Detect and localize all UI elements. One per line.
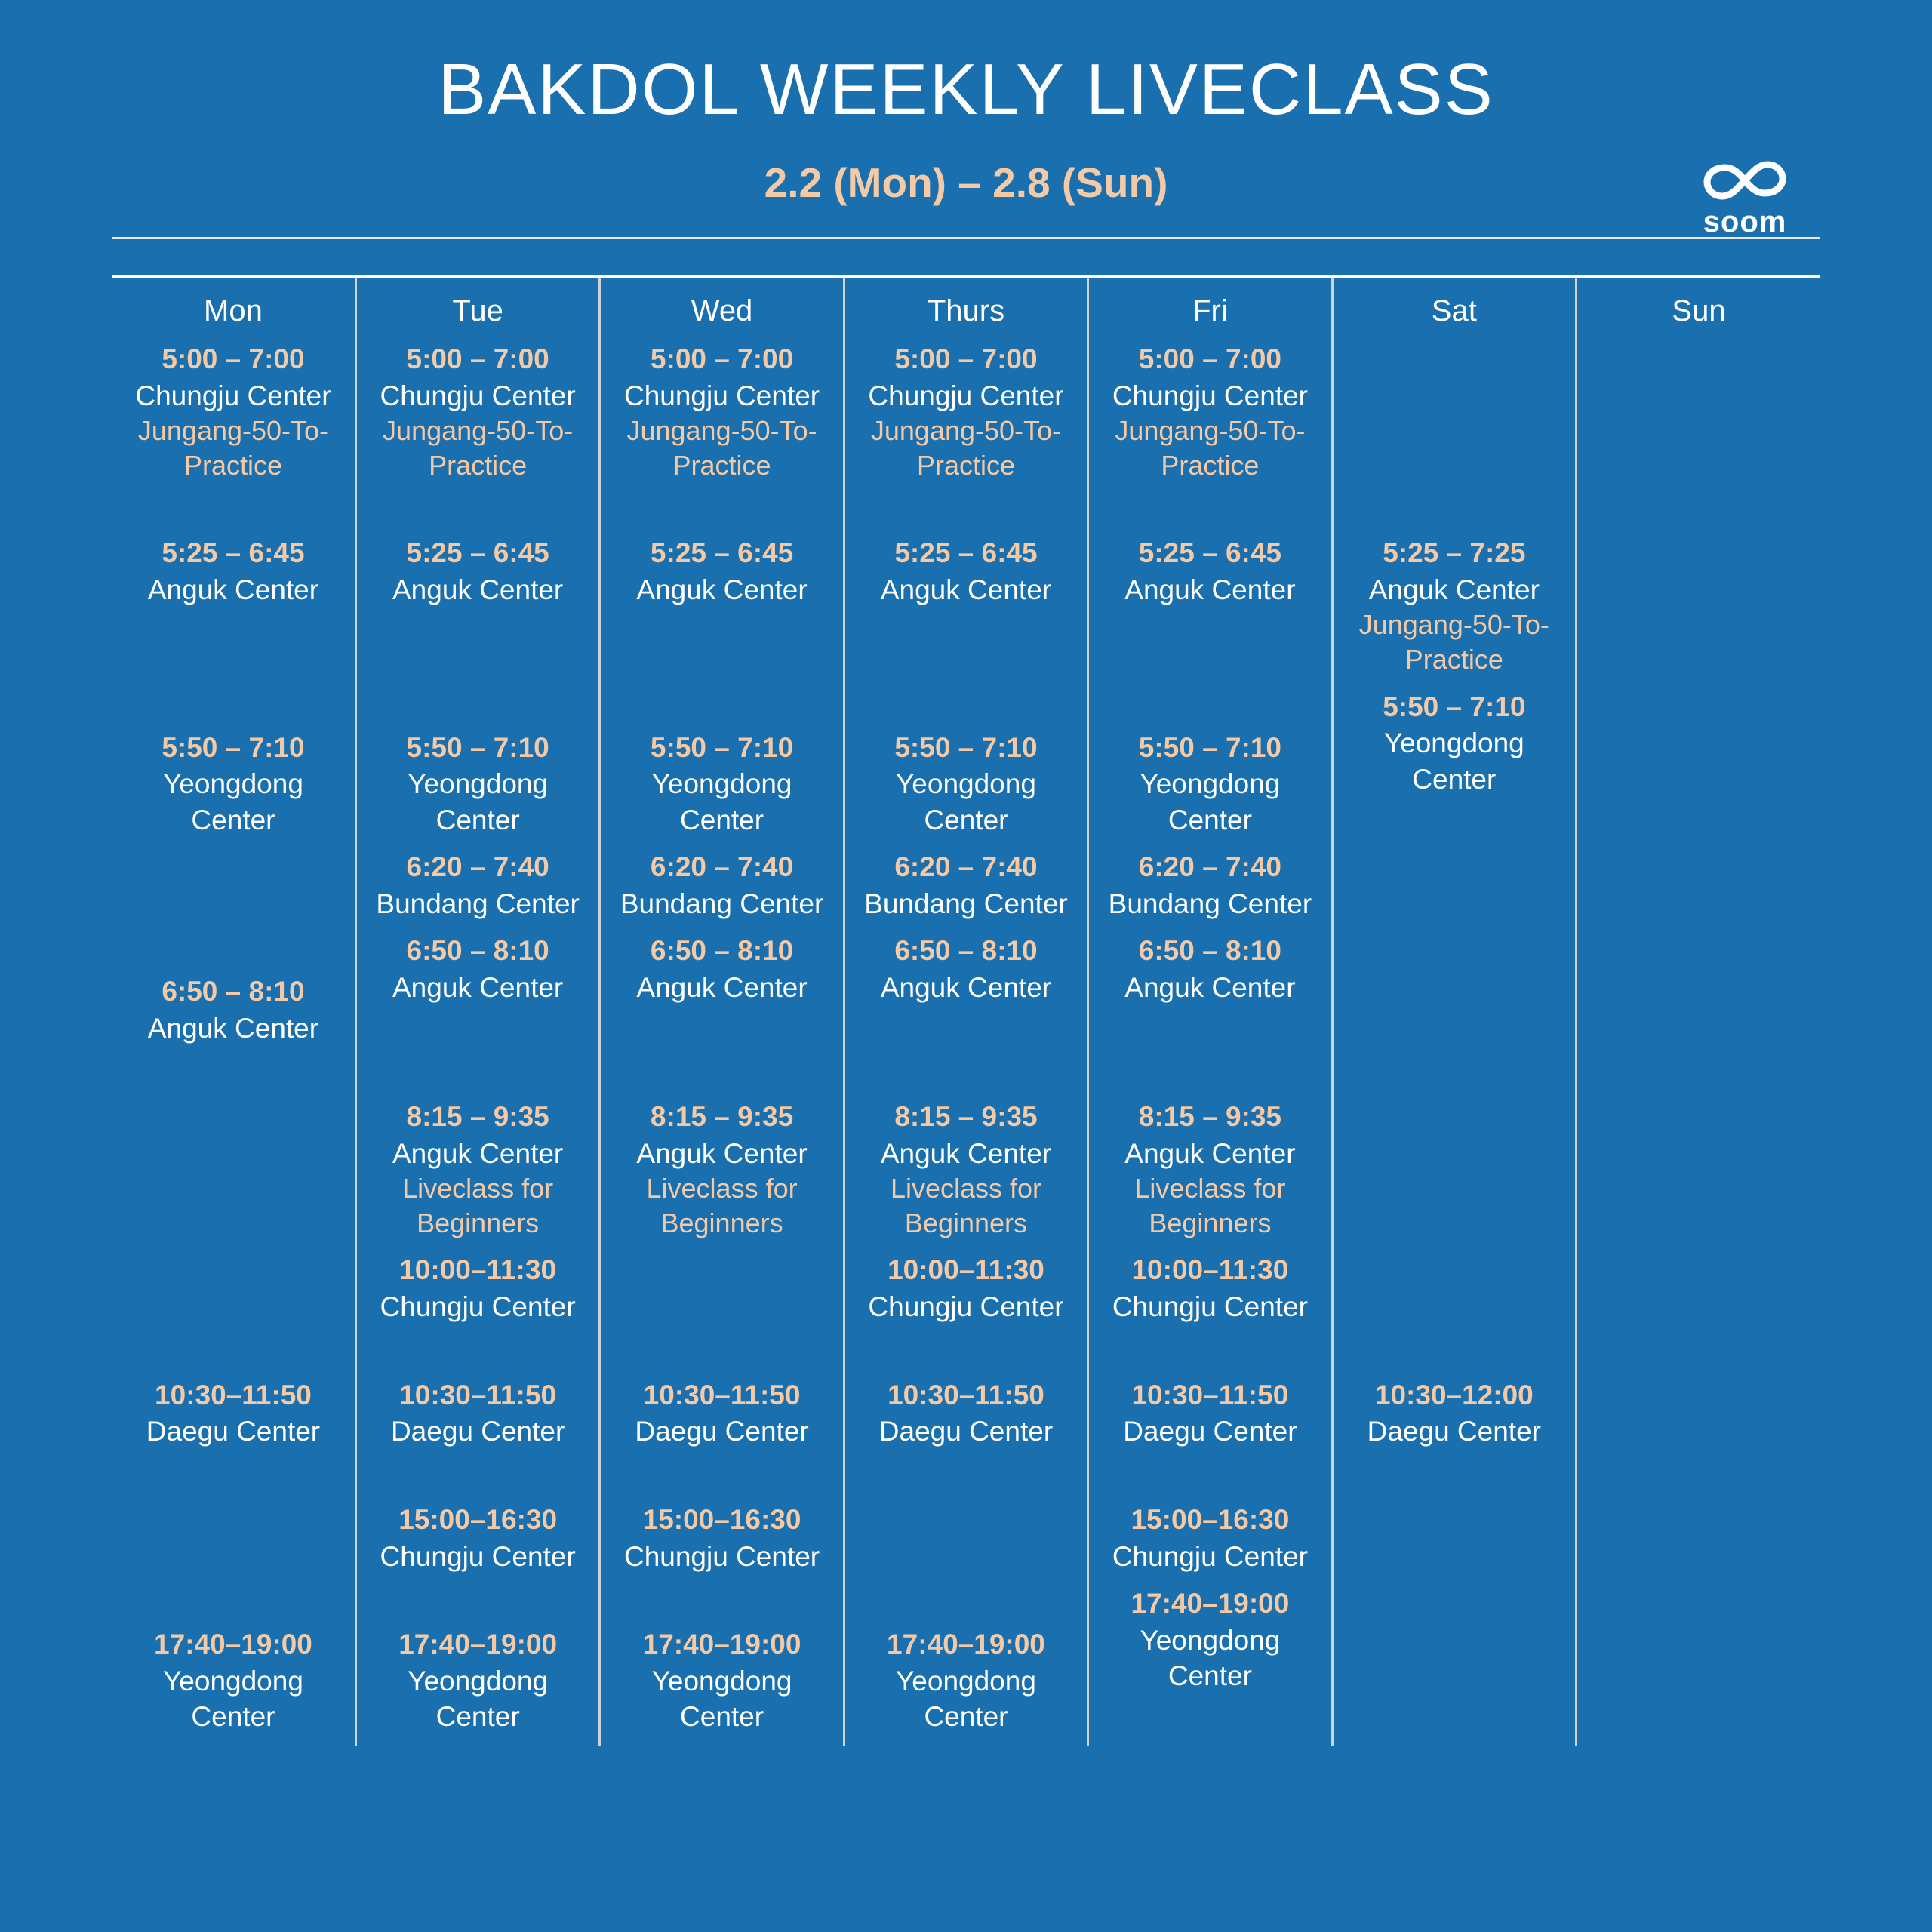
spacer <box>119 932 347 973</box>
cell-sun-5 <box>1577 932 1820 1057</box>
cell-tue-4 <box>355 848 599 932</box>
class-slot <box>608 340 835 483</box>
slot-time: 10:00–11:30 <box>399 1254 557 1286</box>
slot-place: Bundang Center <box>620 888 824 920</box>
slot-time: 5:25 – 6:45 <box>650 537 794 569</box>
slot-place: Yeongdong Center <box>896 1666 1036 1733</box>
slot-place: Anguk Center <box>1124 1137 1296 1169</box>
spacer <box>365 1057 591 1098</box>
class-slot <box>365 1251 591 1324</box>
cell-wed-5 <box>600 932 844 1057</box>
slot-note: Jungang-50-To-Practice <box>137 414 329 481</box>
slot-place: Yeongdong Center <box>408 768 549 835</box>
class-slot <box>608 534 835 608</box>
slot-time: 10:30–11:50 <box>155 1379 312 1411</box>
cell-fri-2 <box>1088 494 1332 688</box>
cell-wed-10 <box>600 1585 844 1746</box>
infinity-cloud-icon <box>1700 157 1790 204</box>
slot-place: Yeongdong Center <box>163 768 303 835</box>
slot-time: 8:15 – 9:35 <box>894 1100 1038 1132</box>
column-header-fri: Fri <box>1088 278 1332 340</box>
class-slot <box>1097 1251 1323 1324</box>
slot-time: 17:40–19:00 <box>1131 1588 1290 1620</box>
slot-place: Anguk Center <box>147 574 319 605</box>
slot-place: Chungju Center <box>623 380 820 411</box>
spacer <box>1097 1336 1323 1377</box>
class-slot <box>853 340 1079 483</box>
cell-tue-2 <box>355 494 599 688</box>
class-slot <box>365 1501 591 1574</box>
slot-time: 6:50 – 8:10 <box>1138 935 1282 967</box>
cell-sat-10 <box>1332 1585 1576 1746</box>
spacer <box>119 1585 347 1626</box>
slot-place: Bundang Center <box>1108 888 1312 920</box>
slot-place: Anguk Center <box>636 1137 808 1169</box>
cell-fri-8 <box>1088 1336 1332 1460</box>
spacer <box>608 1460 835 1501</box>
slot-place: Chungju Center <box>1112 380 1308 411</box>
spacer <box>853 688 1079 729</box>
spacer <box>608 688 835 729</box>
slot-time: 5:50 – 7:10 <box>1383 691 1526 722</box>
class-slot <box>365 534 591 608</box>
cell-wed-6 <box>600 1057 844 1251</box>
slot-time: 8:15 – 9:35 <box>1138 1100 1282 1132</box>
class-slot <box>365 1098 591 1241</box>
cell-fri-10 <box>1088 1585 1332 1746</box>
slot-time: 5:00 – 7:00 <box>406 343 549 374</box>
slot-place: Yeongdong Center <box>408 1666 549 1733</box>
slot-time: 17:40–19:00 <box>642 1629 801 1660</box>
cell-thurs-4 <box>844 848 1088 932</box>
class-slot <box>119 1626 347 1735</box>
slot-time: 5:00 – 7:00 <box>894 343 1038 374</box>
cell-thurs-1 <box>844 340 1088 494</box>
slot-note: Liveclass for Beginners <box>402 1173 554 1239</box>
cell-thurs-10 <box>844 1585 1088 1746</box>
column-header-tue: Tue <box>355 278 599 340</box>
cell-sun-7 <box>1577 1251 1820 1335</box>
table-header-row <box>112 278 1820 340</box>
table-row <box>112 1585 1820 1746</box>
spacer <box>1097 1057 1323 1098</box>
cell-sun-1 <box>1577 340 1820 494</box>
slot-place: Anguk Center <box>1368 574 1540 605</box>
slot-time: 10:00–11:30 <box>1131 1254 1289 1286</box>
class-slot <box>1097 1585 1323 1694</box>
cell-thurs-2 <box>844 494 1088 688</box>
spacer <box>608 1585 835 1626</box>
class-slot <box>119 534 347 608</box>
slot-time: 10:30–11:50 <box>399 1379 557 1411</box>
cell-mon-5 <box>112 932 355 1057</box>
class-slot <box>853 1251 1079 1324</box>
class-slot <box>608 1377 835 1450</box>
slot-time: 15:00–16:30 <box>398 1503 558 1535</box>
table-row <box>112 688 1820 849</box>
slot-time: 5:50 – 7:10 <box>406 731 549 763</box>
slot-place: Chungju Center <box>1112 1291 1308 1323</box>
spacer <box>853 494 1079 534</box>
slot-note: Jungang-50-To-Practice <box>383 414 574 481</box>
slot-place: Chungju Center <box>380 1540 576 1572</box>
spacer <box>853 1336 1079 1377</box>
cell-mon-2 <box>112 494 355 688</box>
spacer <box>1097 1460 1323 1501</box>
spacer <box>1341 494 1567 534</box>
cell-wed-2 <box>600 494 844 688</box>
table-body <box>112 340 1820 1746</box>
spacer <box>119 494 347 534</box>
divider-top <box>112 237 1820 239</box>
table-row <box>112 1057 1820 1251</box>
class-slot <box>119 729 347 838</box>
class-slot <box>365 1377 591 1450</box>
slot-place: Chungju Center <box>623 1540 820 1572</box>
slot-time: 5:25 – 6:45 <box>1138 537 1282 569</box>
slot-note: Jungang-50-To-Practice <box>870 414 1062 481</box>
class-slot <box>1097 1377 1323 1450</box>
slot-place: Anguk Center <box>880 574 1052 605</box>
class-slot <box>119 973 347 1046</box>
spacer <box>608 494 835 534</box>
table-row <box>112 848 1820 932</box>
table-row <box>112 1336 1820 1460</box>
cell-sun-9 <box>1577 1460 1820 1585</box>
slot-place: Bundang Center <box>864 888 1068 920</box>
cell-wed-7 <box>600 1251 844 1335</box>
class-slot <box>365 932 591 1005</box>
class-slot <box>365 848 591 921</box>
date-range: 2.2 (Mon) – 2.8 (Sun) <box>764 158 1168 206</box>
cell-thurs-3 <box>844 688 1088 849</box>
slot-time: 17:40–19:00 <box>154 1629 312 1660</box>
cell-sun-10 <box>1577 1585 1820 1746</box>
class-slot <box>1097 729 1323 838</box>
cell-mon-10 <box>112 1585 355 1746</box>
slot-time: 6:20 – 7:40 <box>1138 851 1282 883</box>
slot-place: Anguk Center <box>392 972 564 1004</box>
slot-place: Chungju Center <box>868 380 1064 411</box>
spacer <box>119 688 347 729</box>
class-slot <box>1097 1501 1323 1574</box>
cell-wed-4 <box>600 848 844 932</box>
slot-place: Anguk Center <box>392 1137 564 1169</box>
spacer <box>1341 1336 1567 1377</box>
slot-place: Anguk Center <box>1124 972 1296 1004</box>
cell-wed-3 <box>600 688 844 849</box>
column-header-sat: Sat <box>1332 278 1576 340</box>
table-row <box>112 494 1820 688</box>
slot-place: Bundang Center <box>376 888 580 920</box>
cell-sun-4 <box>1577 848 1820 932</box>
slot-time: 17:40–19:00 <box>887 1629 1045 1660</box>
slot-time: 5:50 – 7:10 <box>162 731 305 763</box>
class-slot <box>853 1377 1079 1450</box>
slot-place: Yeongdong Center <box>163 1666 303 1733</box>
cell-thurs-5 <box>844 932 1088 1057</box>
class-slot <box>853 932 1079 1005</box>
cell-fri-7 <box>1088 1251 1332 1335</box>
cell-mon-1 <box>112 340 355 494</box>
column-header-mon: Mon <box>204 294 263 328</box>
slot-time: 6:50 – 8:10 <box>650 935 794 967</box>
class-slot <box>608 1098 835 1241</box>
cell-mon-4 <box>112 848 355 932</box>
cell-sat-1 <box>1332 340 1576 494</box>
slot-place: Anguk Center <box>880 1137 1052 1169</box>
page-title: BAKDOL WEEKLY LIVECLASS <box>438 49 1494 130</box>
class-slot <box>1097 534 1323 608</box>
cell-tue-6 <box>355 1057 599 1251</box>
slot-time: 5:00 – 7:00 <box>162 343 305 374</box>
slot-time: 8:15 – 9:35 <box>650 1100 794 1132</box>
spacer <box>365 1585 591 1626</box>
slot-time: 15:00–16:30 <box>1131 1503 1290 1535</box>
slot-time: 6:20 – 7:40 <box>894 851 1038 883</box>
slot-place: Anguk Center <box>880 972 1052 1004</box>
slot-time: 5:25 – 6:45 <box>162 537 305 569</box>
slot-place: Yeongdong Center <box>1140 1625 1281 1692</box>
cell-sat-2 <box>1332 494 1576 688</box>
soom-logo <box>1677 157 1813 239</box>
slot-time: 17:40–19:00 <box>398 1629 558 1660</box>
slot-place: Daegu Center <box>146 1416 321 1447</box>
column-header-sun: Sun <box>1577 278 1820 340</box>
class-slot <box>608 729 835 838</box>
cell-tue-8 <box>355 1336 599 1460</box>
slot-place: Daegu Center <box>1367 1416 1541 1447</box>
slot-time: 8:15 – 9:35 <box>406 1100 549 1132</box>
slot-time: 10:30–11:50 <box>888 1379 1044 1411</box>
slot-place: Chungju Center <box>380 1291 576 1323</box>
class-slot <box>365 340 591 483</box>
table-row <box>112 1460 1820 1585</box>
cell-sat-4 <box>1332 848 1576 932</box>
cell-wed-1 <box>600 340 844 494</box>
cell-thurs-9 <box>844 1460 1088 1585</box>
spacer <box>1097 688 1323 729</box>
spacer <box>853 1585 1079 1626</box>
slot-place: Chungju Center <box>380 380 576 411</box>
cell-sun-2 <box>1577 494 1820 688</box>
slot-note: Liveclass for Beginners <box>1134 1173 1286 1239</box>
spacer <box>853 1057 1079 1098</box>
cell-mon-9 <box>112 1460 355 1585</box>
class-slot <box>853 1098 1079 1241</box>
slot-note: Liveclass for Beginners <box>890 1173 1042 1239</box>
class-slot <box>119 340 347 483</box>
slot-place: Yeongdong Center <box>896 768 1036 835</box>
class-slot <box>853 1626 1079 1735</box>
slot-place: Daegu Center <box>635 1416 809 1447</box>
slot-time: 6:20 – 7:40 <box>406 851 549 883</box>
table-row <box>112 932 1820 1057</box>
cell-fri-6 <box>1088 1057 1332 1251</box>
class-slot <box>608 1626 835 1735</box>
class-slot <box>853 534 1079 608</box>
cell-tue-5 <box>355 932 599 1057</box>
cell-sun-6 <box>1577 1057 1820 1251</box>
spacer <box>608 1057 835 1098</box>
slot-place: Yeongdong Center <box>651 768 792 835</box>
slot-place: Anguk Center <box>636 574 808 605</box>
column-header-wed: Wed <box>600 278 844 340</box>
slot-note: Jungang-50-To-Practice <box>626 414 817 481</box>
spacer <box>1097 494 1323 534</box>
slot-time: 5:25 – 6:45 <box>406 537 549 569</box>
cell-sat-3 <box>1332 688 1576 849</box>
class-slot <box>1097 932 1323 1005</box>
cell-sun-8 <box>1577 1336 1820 1460</box>
cell-fri-1 <box>1088 340 1332 494</box>
slot-place: Anguk Center <box>392 574 564 605</box>
cell-wed-9 <box>600 1460 844 1585</box>
class-slot <box>1341 688 1567 798</box>
schedule-table <box>112 278 1820 1746</box>
slot-place: Yeongdong Center <box>1140 768 1281 835</box>
class-slot <box>1097 1098 1323 1241</box>
table-row <box>112 1251 1820 1335</box>
cell-sun-3 <box>1577 688 1820 849</box>
cell-tue-7 <box>355 1251 599 1335</box>
cell-tue-1 <box>355 340 599 494</box>
class-slot <box>608 932 835 1005</box>
slot-time: 5:00 – 7:00 <box>650 343 794 374</box>
cell-fri-4 <box>1088 848 1332 932</box>
table-row <box>112 340 1820 494</box>
cell-thurs-8 <box>844 1336 1088 1460</box>
slot-place: Chungju Center <box>1112 1540 1308 1572</box>
slot-note: Liveclass for Beginners <box>646 1173 798 1239</box>
column-header-thurs: Thurs <box>844 278 1088 340</box>
slot-time: 5:50 – 7:10 <box>894 731 1038 763</box>
slot-place: Yeongdong Center <box>1383 728 1524 795</box>
slot-time: 6:50 – 8:10 <box>406 935 549 967</box>
cell-tue-3 <box>355 688 599 849</box>
logo-text: soom <box>1703 205 1787 238</box>
slot-time: 10:00–11:30 <box>888 1254 1044 1286</box>
spacer <box>365 688 591 729</box>
cell-wed-8 <box>600 1336 844 1460</box>
class-slot <box>119 1377 347 1450</box>
class-slot <box>1341 1377 1567 1450</box>
slot-time: 5:25 – 7:25 <box>1383 537 1526 569</box>
cell-mon-8 <box>112 1336 355 1460</box>
spacer <box>365 1460 591 1501</box>
cell-mon-6 <box>112 1057 355 1251</box>
slot-place: Anguk Center <box>1124 574 1296 605</box>
cell-thurs-6 <box>844 1057 1088 1251</box>
class-slot <box>853 848 1079 921</box>
cell-fri-5 <box>1088 932 1332 1057</box>
slot-place: Chungju Center <box>868 1291 1064 1323</box>
slot-place: Daegu Center <box>878 1416 1054 1447</box>
cell-tue-10 <box>355 1585 599 1746</box>
cell-sat-6 <box>1332 1057 1576 1251</box>
slot-time: 5:50 – 7:10 <box>650 731 794 763</box>
slot-place: Anguk Center <box>636 972 808 1004</box>
spacer <box>608 1336 835 1377</box>
slot-time: 6:50 – 8:10 <box>894 935 1038 967</box>
cell-mon-3 <box>112 688 355 849</box>
slot-time: 15:00–16:30 <box>642 1503 801 1535</box>
slot-note: Jungang-50-To-Practice <box>1358 609 1549 675</box>
class-slot <box>853 729 1079 838</box>
class-slot <box>608 1501 835 1574</box>
class-slot <box>365 1626 591 1735</box>
slot-note: Jungang-50-To-Practice <box>1115 414 1306 481</box>
slot-time: 5:25 – 6:45 <box>894 537 1038 569</box>
class-slot <box>1341 534 1567 677</box>
cell-sat-8 <box>1332 1336 1576 1460</box>
spacer <box>365 494 591 534</box>
slot-place: Daegu Center <box>390 1416 565 1447</box>
class-slot <box>608 848 835 921</box>
cell-mon-7 <box>112 1251 355 1335</box>
class-slot <box>1097 340 1323 483</box>
slot-place: Daegu Center <box>1123 1416 1297 1447</box>
spacer <box>365 1336 591 1377</box>
slot-time: 5:50 – 7:10 <box>1138 731 1282 763</box>
cell-fri-9 <box>1088 1460 1332 1585</box>
slot-place: Anguk Center <box>147 1013 319 1044</box>
cell-tue-9 <box>355 1460 599 1585</box>
cell-thurs-7 <box>844 1251 1088 1335</box>
slot-place: Chungju Center <box>135 380 331 411</box>
class-slot <box>365 729 591 838</box>
class-slot <box>1097 848 1323 921</box>
slot-time: 10:30–12:00 <box>1374 1379 1534 1411</box>
cell-sat-9 <box>1332 1460 1576 1585</box>
slot-time: 6:50 – 8:10 <box>162 976 305 1008</box>
slot-time: 5:00 – 7:00 <box>1138 343 1282 374</box>
slot-place: Yeongdong Center <box>651 1666 792 1733</box>
cell-sat-7 <box>1332 1251 1576 1335</box>
spacer <box>119 1336 347 1377</box>
slot-time: 6:20 – 7:40 <box>650 851 794 883</box>
slot-time: 10:30–11:50 <box>643 1379 801 1411</box>
slot-time: 10:30–11:50 <box>1131 1379 1289 1411</box>
cell-sat-5 <box>1332 932 1576 1057</box>
cell-fri-3 <box>1088 688 1332 849</box>
